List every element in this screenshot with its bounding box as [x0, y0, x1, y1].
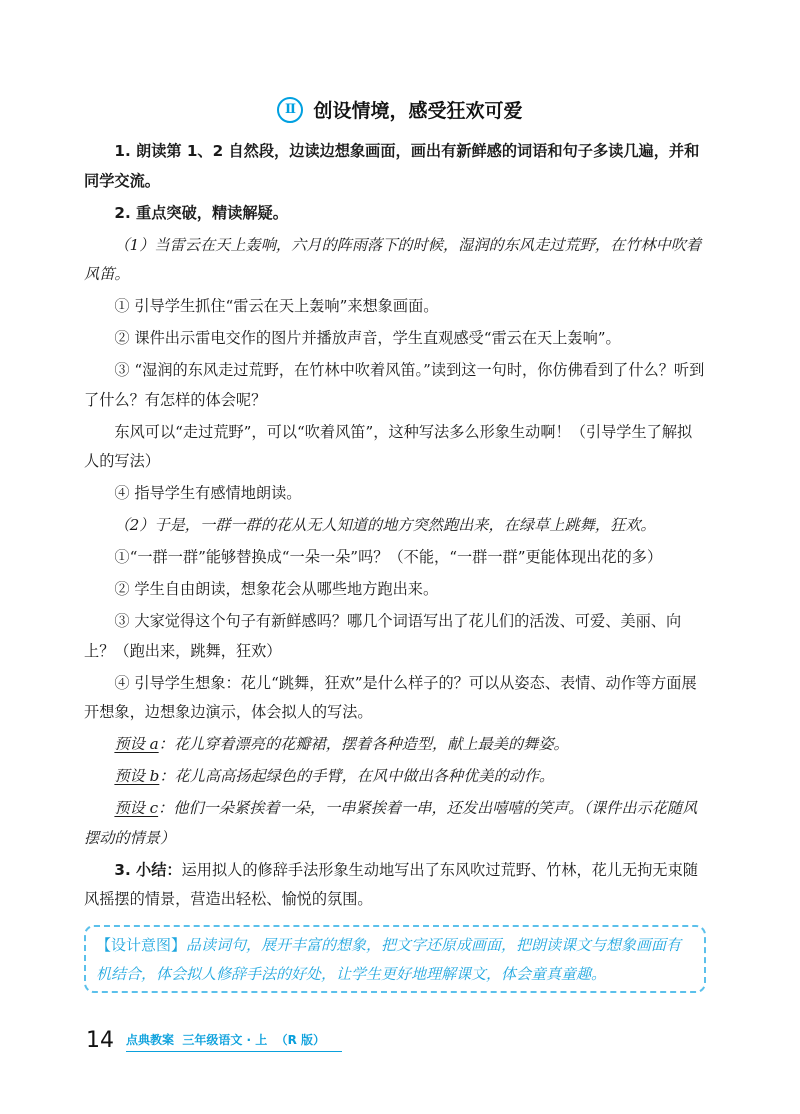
preset-b-label: 预设 b: [114, 767, 160, 785]
book-title: 点典教案 三年级语文 · 上 （R 版）: [126, 1031, 342, 1052]
preset-c-label: 预设 c: [114, 799, 159, 817]
point-2-2: ② 学生自由朗读，想象花会从哪些地方跑出来。: [114, 580, 439, 598]
section-title: 创设情境，感受狂欢可爱: [313, 100, 523, 122]
design-intent-tag: 【设计意图】: [96, 936, 187, 954]
preset-b: [84, 762, 706, 792]
section-header: [0, 96, 800, 123]
preset-b-text: ：花儿高高扬起绿色的手臂，在风中做出各种优美的动作。: [159, 767, 555, 785]
section-number-badge: Ⅱ: [277, 97, 303, 123]
preset-a: [84, 730, 706, 760]
lesson-content: [84, 137, 706, 917]
design-intent-text: 品读词句，展开丰富的想象，把文字还原成画面，把朗读课文与想象画面有机结合，体会拟人修辞手法的好处，让学生更好地理解课文，体会童真童趣。: [96, 936, 682, 983]
design-intent-box: [84, 925, 706, 993]
point-1-4: ④ 指导学生有感情地朗读。: [114, 484, 302, 502]
point-2-3: ③ 大家觉得这个句子有新鲜感吗？哪几个词语写出了花儿们的活泼、可爱、美丽、向上？（跑出来，跳舞，狂欢）: [84, 612, 682, 660]
quote-2-paragraph: （2）于是，一群一群的花从无人知道的地方突然跑出来，在绿草上跳舞，狂欢。: [114, 516, 656, 534]
quote-1-paragraph: （1）当雷云在天上轰响，六月的阵雨落下的时候，湿润的东风走过荒野，在竹林中吹着风笛。: [84, 235, 702, 283]
point-1-2: ② 课件出示雷电交作的图片并播放声音，学生直观感受“雷云在天上轰响”。: [114, 329, 621, 347]
preset-a-label: 预设 a: [114, 735, 159, 753]
summary-text: 运用拟人的修辞手法形象生动地写出了东风吹过荒野、竹林，花儿无拘无束随风摇摆的情景，营造出轻松、愉悦的氛围。: [84, 860, 698, 908]
point-1-3: ③ “湿润的东风走过荒野，在竹林中吹着风笛。”读到这一句时，你仿佛看到了什么？听到了什么？有怎样的体会呢？: [84, 361, 705, 409]
preset-c-text: ：他们一朵紧挨着一朵，一串紧挨着一串，还发出嘻嘻的笑声。（课件出示花随风摆动的情景）: [84, 799, 698, 847]
point-1-1: ① 引导学生抓住“雷云在天上轰响”来想象画面。: [114, 297, 439, 315]
page-footer: [86, 1030, 342, 1052]
step-1-paragraph: 1. 朗读第 1、2 自然段，边读边想象画面，画出有新鲜感的词语和句子多读几遍，并和同学交流。: [84, 142, 700, 190]
summary-lead: 3. 小结：: [114, 860, 182, 879]
point-2-1: ①“一群一群”能够替换成“一朵一朵”吗？（不能，“一群一群”更能体现出花的多）: [114, 548, 663, 566]
page-number: 14: [86, 1028, 114, 1053]
explanation-paragraph: 东风可以“走过荒野”，可以“吹着风笛”，这种写法多么形象生动啊！（引导学生了解拟人的写法）: [84, 422, 693, 470]
summary-paragraph: [84, 856, 706, 915]
preset-a-text: ：花儿穿着漂亮的花瓣裙，摆着各种造型，献上最美的舞姿。: [158, 735, 569, 753]
step-2-heading: 2. 重点突破，精读解疑。: [114, 203, 288, 222]
preset-c: [84, 794, 706, 853]
point-2-4: ④ 引导学生想象：花儿“跳舞，狂欢”是什么样子的？可以从姿态、表情、动作等方面展开想象，边想象边演示，体会拟人的写法。: [84, 673, 697, 721]
